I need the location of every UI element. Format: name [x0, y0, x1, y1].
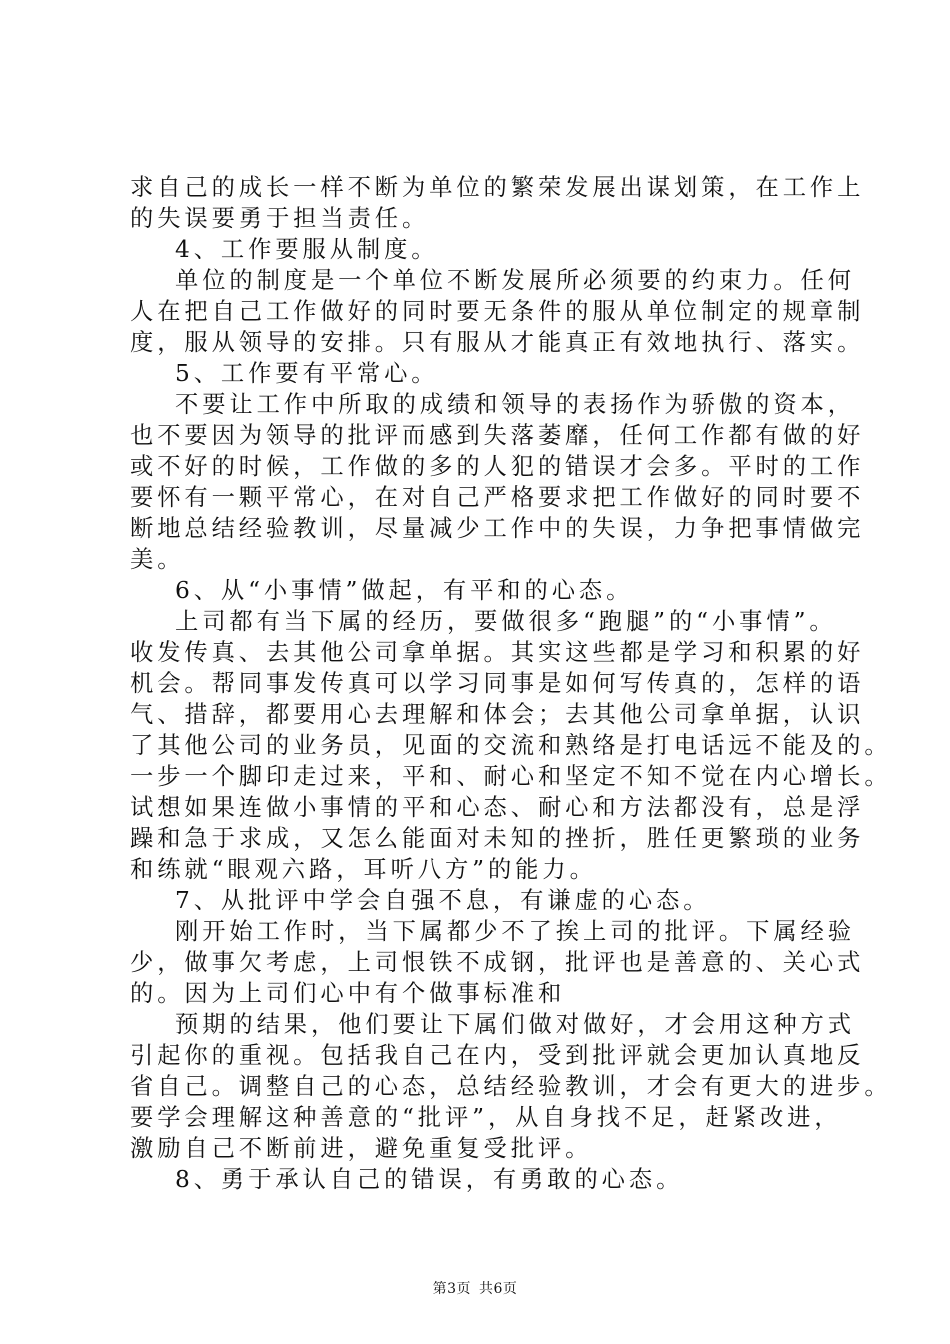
text-line: 省自己。调整自己的心态，总结经验教训，才会有更大的进步。: [130, 1073, 892, 1100]
text-line: 断地总结经验教训，尽量减少工作中的失误，力争把事情做完: [130, 515, 865, 542]
text-line: 美。: [130, 546, 185, 573]
text-line: 引起你的重视。包括我自己在内，受到批评就会更加认真地反: [130, 1042, 865, 1069]
text-line: 也不要因为领导的批评而感到失落萎靡，任何工作都有做的好: [130, 422, 865, 449]
page-number-current: 第3页: [432, 1281, 471, 1297]
text-line: 收发传真、去其他公司拿单据。其实这些都是学习和积累的好: [130, 639, 865, 666]
text-line: 机会。帮同事发传真可以学习同事是如何写传真的，怎样的语: [130, 670, 865, 697]
text-line: 一步一个脚印走过来，平和、耐心和坚定不知不觉在内心增长。: [130, 763, 892, 790]
text-line: 求自己的成长一样不断为单位的繁荣发展出谋划策，在工作上: [130, 174, 865, 201]
text-line: 4、工作要服从制度。: [175, 236, 439, 263]
page-footer: [0, 1278, 950, 1298]
document-body: [130, 172, 892, 1195]
text-line: 要怀有一颗平常心，在对自己严格要求把工作做好的同时要不: [130, 484, 865, 511]
text-line: 预期的结果，他们要让下属们做对做好，才会用这种方式: [175, 1011, 855, 1038]
text-line: 上司都有当下属的经历，要做很多“跑腿”的“小事情”。: [175, 608, 837, 635]
text-line: 8、勇于承认自己的错误，有勇敢的心态。: [175, 1166, 684, 1193]
text-line: 要学会理解这种善意的“批评”，从自身找不足，赶紧改进，: [130, 1104, 842, 1131]
page-number-total: 共6页: [479, 1281, 518, 1297]
text-line: 和练就“眼观六路，耳听八方”的能力。: [130, 856, 597, 883]
text-line: 人在把自己工作做好的同时要无条件的服从单位制定的规章制: [130, 298, 865, 325]
text-line: 刚开始工作时，当下属都少不了挨上司的批评。下属经验: [175, 918, 855, 945]
text-line: 躁和急于求成，又怎么能面对未知的挫折，胜任更繁琐的业务: [130, 825, 865, 852]
text-line: 或不好的时候，工作做的多的人犯的错误才会多。平时的工作: [130, 453, 865, 480]
text-line: 度，服从领导的安排。只有服从才能真正有效地执行、落实。: [130, 329, 865, 356]
text-line: 的。因为上司们心中有个做事标准和: [130, 980, 566, 1007]
text-line: 少，做事欠考虑，上司恨铁不成钢，批评也是善意的、关心式: [130, 949, 865, 976]
text-line: 不要让工作中所取的成绩和领导的表扬作为骄傲的资本，: [175, 391, 855, 418]
text-line: 5、工作要有平常心。: [175, 360, 439, 387]
text-line: 7、从批评中学会自强不息，有谦虚的心态。: [175, 887, 711, 914]
text-line: 试想如果连做小事情的平和心态、耐心和方法都没有，总是浮: [130, 794, 865, 821]
text-line: 激励自己不断前进，避免重复受批评。: [130, 1135, 593, 1162]
text-line: 了其他公司的业务员，见面的交流和熟络是打电话远不能及的。: [130, 732, 892, 759]
text-line: 的失误要勇于担当责任。: [130, 205, 430, 232]
text-line: 6、从“小事情”做起，有平和的心态。: [175, 577, 634, 604]
text-line: 单位的制度是一个单位不断发展所必须要的约束力。任何: [175, 267, 855, 294]
text-line: 气、措辞，都要用心去理解和体会；去其他公司拿单据，认识: [130, 701, 865, 728]
